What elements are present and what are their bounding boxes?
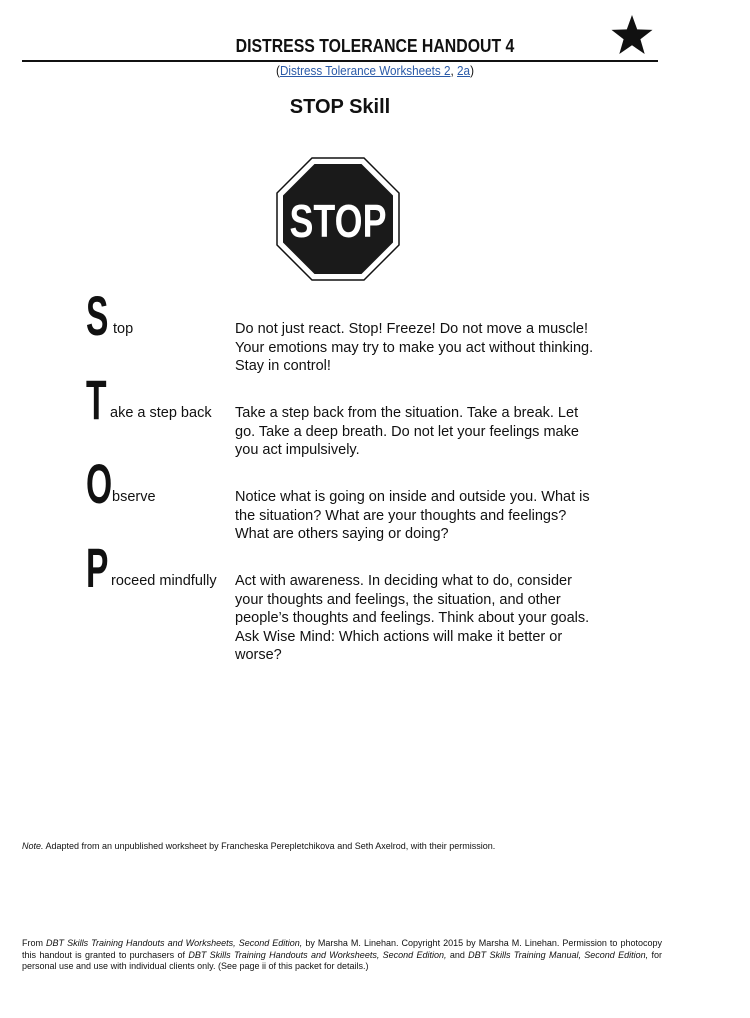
header-rule xyxy=(22,60,658,62)
step-description: Take a step back from the situation. Take a break. Let go. Take a deep breath. Do not let your feelings make you act impulsively. xyxy=(235,405,579,458)
step-label: ake a step back xyxy=(110,405,212,421)
footer-text: by Marsha M. Linehan. Copyright 2015 by Marsha M. Linehan. Permission to photocopy this handout is granted to purchasers of xyxy=(22,938,663,960)
step-letter: S xyxy=(86,284,109,347)
step-description: Act with awareness. In deciding what to do, consider your thoughts and feelings, the situation, and other people’s thoughts and feelings. Think about your goals. Ask Wise Mind: Which actions will make it better or worse? xyxy=(235,573,590,663)
step-description: Notice what is going on inside and outside you. What is the situation? What are your thoughts and feelings? What are others saying or doing? xyxy=(235,489,590,542)
step-description: Do not just react. Stop! Freeze! Do not move a muscle! Your emotions may try to make you act without thinking. Stay in control! xyxy=(235,321,594,374)
step-label: top xyxy=(113,321,134,337)
paren-open: ( xyxy=(276,63,280,78)
step-letter: P xyxy=(86,536,109,599)
footer-book-title: DBT Skills Training Manual, Second Edition, xyxy=(468,949,649,960)
worksheet-link-2a[interactable]: 2a xyxy=(457,63,471,78)
step-letter: O xyxy=(86,452,113,515)
step-letter: T xyxy=(86,368,107,431)
footer-text: for personal use and use with individual clients only. (See page ii of this packet for details.) xyxy=(22,949,662,971)
footer-text: and xyxy=(446,949,469,960)
footer-book-title: DBT Skills Training Handouts and Worksheets, Second Edition, xyxy=(188,949,447,960)
paren-close: ) xyxy=(470,63,474,78)
worksheet-link-2[interactable]: Distress Tolerance Worksheets 2 xyxy=(279,63,451,78)
footer-text: From xyxy=(22,938,47,948)
note-text: Adapted from an unpublished worksheet by Francheska Perepletchikova and Seth Axelrod, with their permission. xyxy=(43,841,496,851)
step-label: bserve xyxy=(112,489,156,505)
star-icon xyxy=(610,14,654,56)
worksheet-reference xyxy=(38,63,713,78)
footer-book-title: DBT Skills Training Handouts and Worksheets, Second Edition, xyxy=(46,938,303,948)
handout-title: DISTRESS TOLERANCE HANDOUT 4 xyxy=(235,36,515,56)
note-label: Note. xyxy=(22,841,44,851)
stop-sign-icon xyxy=(276,157,400,281)
separator: , xyxy=(450,63,458,78)
copyright-footer xyxy=(22,938,662,973)
stop-sign-text: STOP xyxy=(289,195,387,248)
step-label: roceed mindfully xyxy=(111,573,217,589)
note xyxy=(22,840,495,852)
page-title: STOP Skill xyxy=(289,96,391,118)
